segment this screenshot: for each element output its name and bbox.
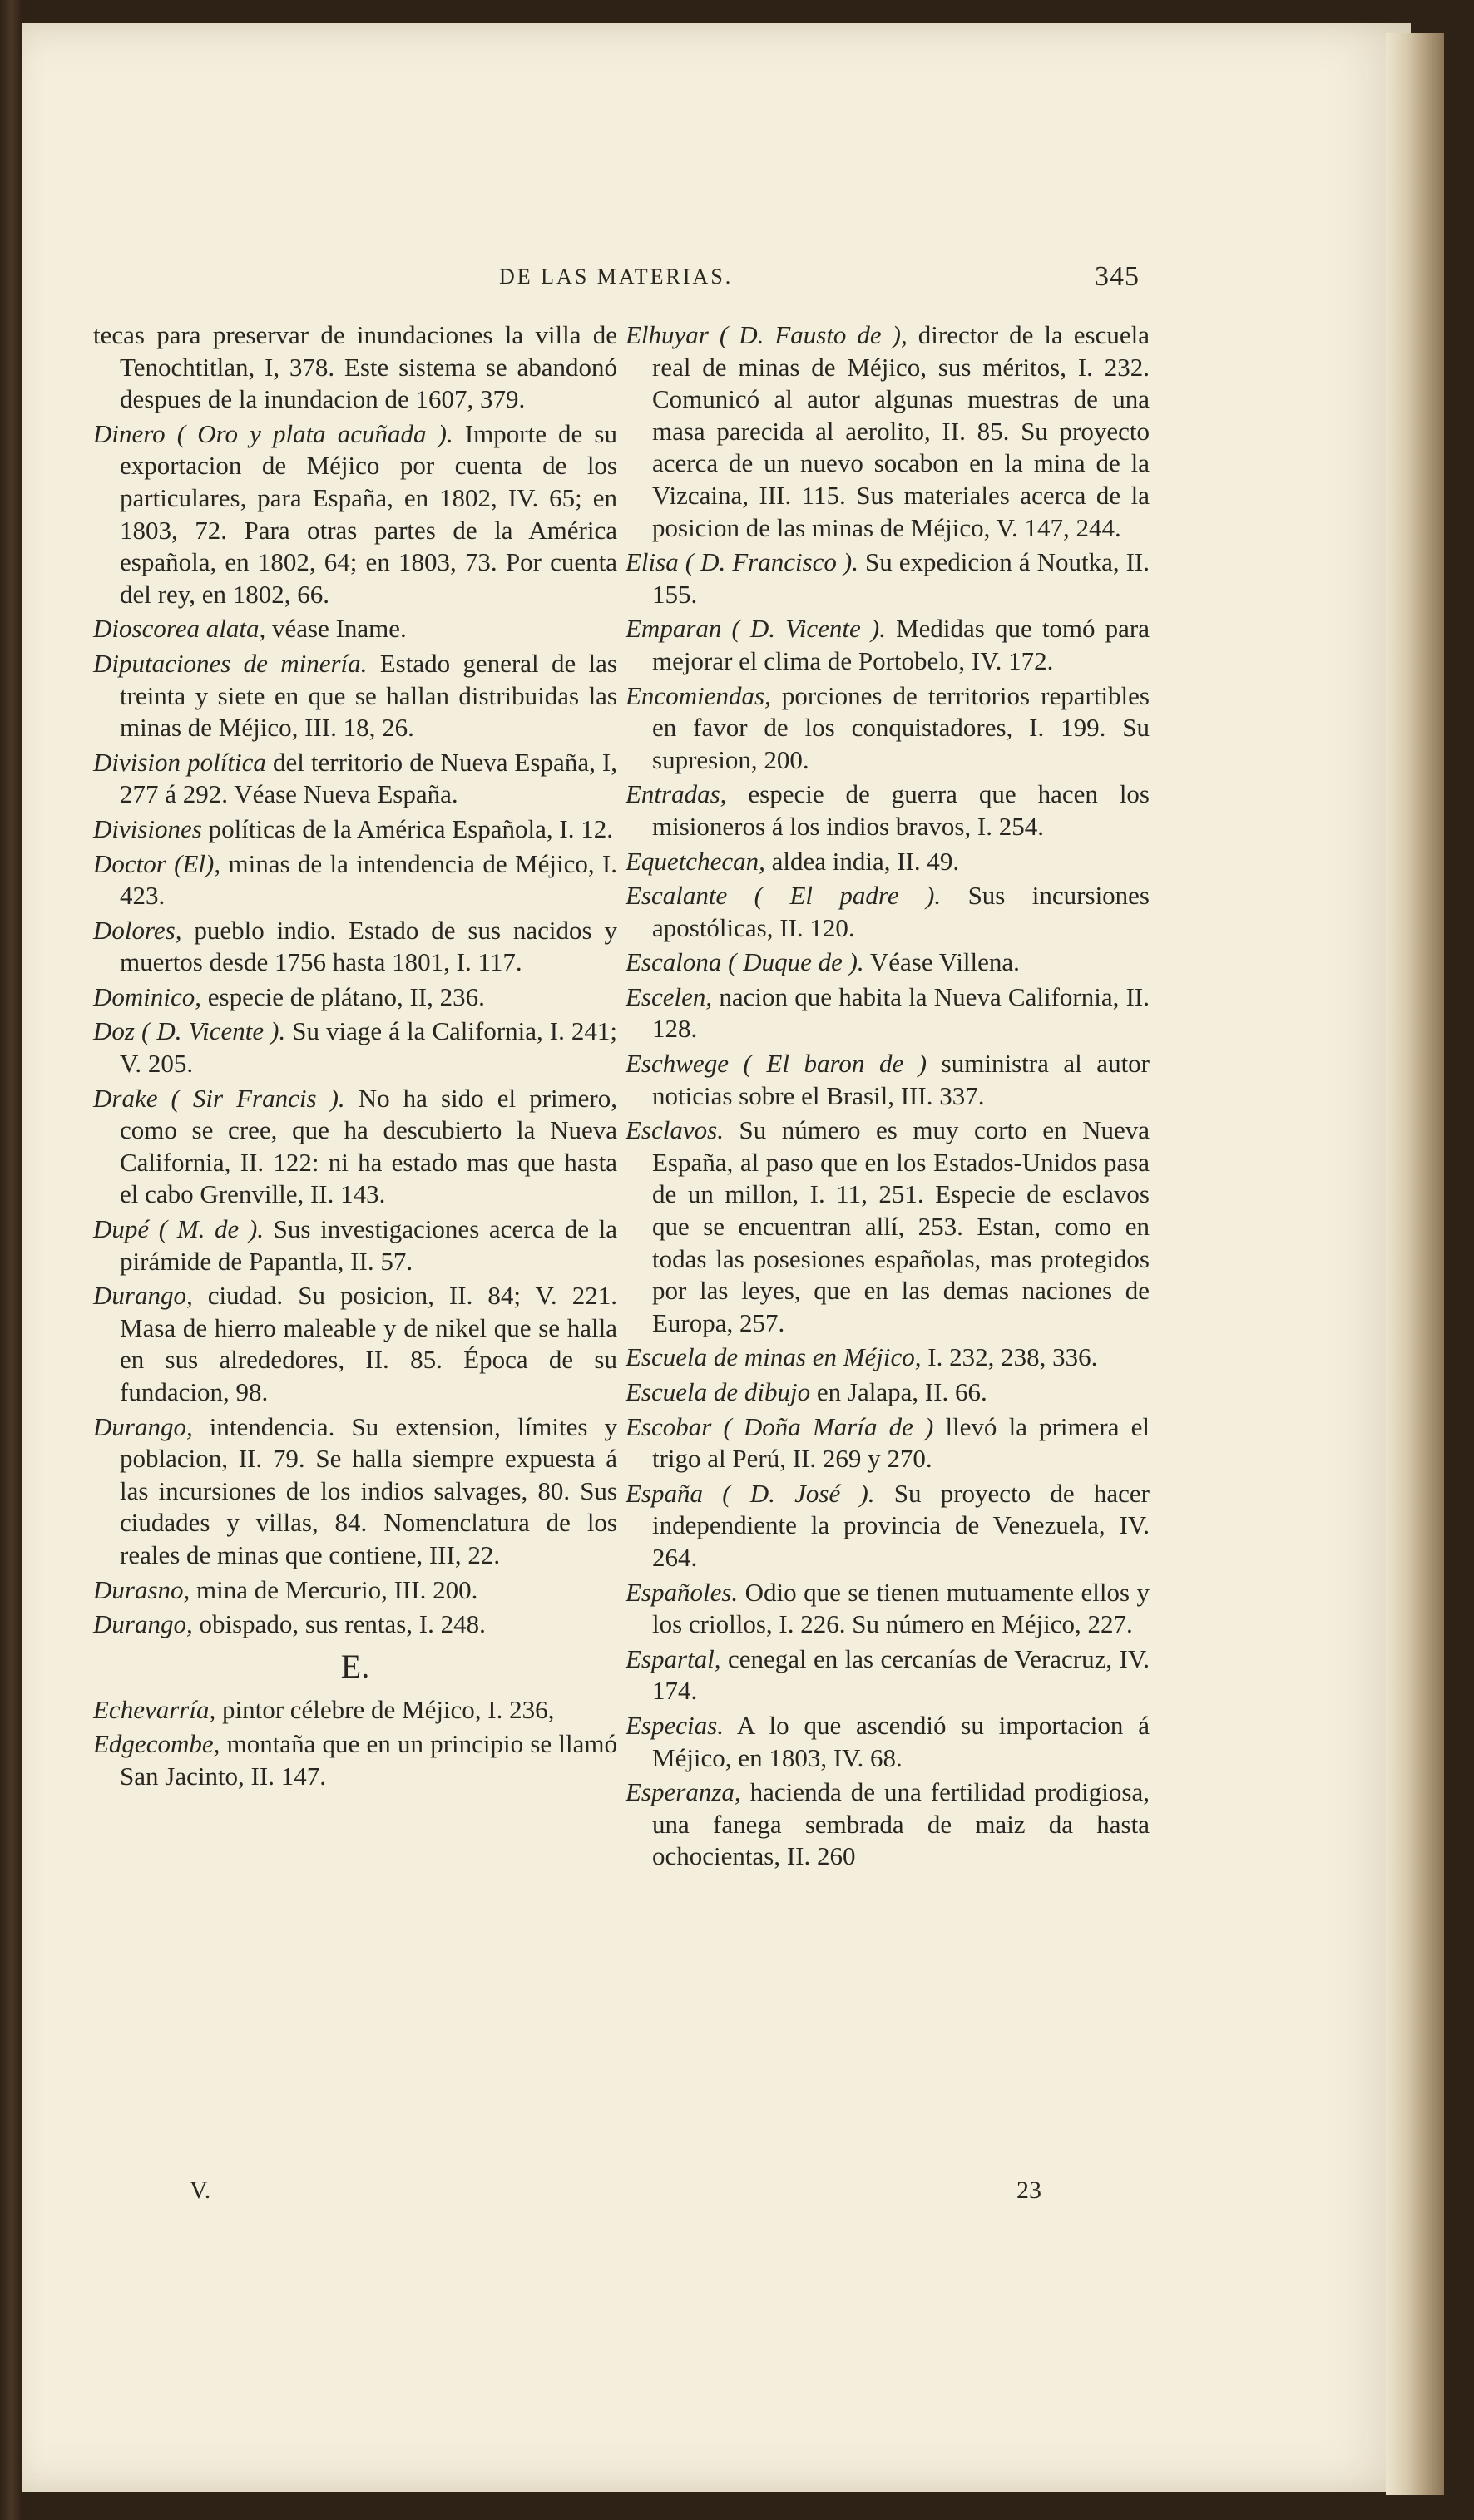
- entry-headword: Durango,: [93, 1609, 193, 1639]
- index-entry: [626, 1048, 1150, 1112]
- entry-text: montaña que en un principio se llamó San Jacinto, II. 147.: [120, 1729, 617, 1791]
- entry-text: obispado, sus rentas, I. 248.: [192, 1609, 486, 1639]
- index-entry: [93, 1213, 617, 1277]
- entry-text: Su número es muy corto en Nueva España, al paso que en los Estados-Unidos pasa de un millon, I. 11, 251. Especie de esclavos que se encuentran allí, 253. Estan, como en todas las posesiones españolas, mas protegidos por las leyes, que en las demas naciones de Europa, 257.: [652, 1115, 1150, 1337]
- entry-headword: Equetchecan,: [626, 846, 765, 876]
- entry-text: mina de Mercurio, III. 200.: [190, 1574, 478, 1604]
- entry-headword: Echevarría,: [93, 1694, 216, 1724]
- entry-text: Importe de su exportacion de Méjico por cuenta de los particulares, para España, en 1802, IV. 65; en 1803, 72. Para otras partes de la América española, en 1802, 64; en 1803, 73. Por cuenta del rey, en 1802, 66.: [120, 418, 617, 609]
- entry-text: A lo que ascendió su importacion á Méjico, en 1803, IV. 68.: [652, 1710, 1150, 1772]
- entry-headword: Doz ( D. Vicente ).: [93, 1016, 286, 1046]
- entry-headword: Dominico,: [93, 981, 202, 1011]
- entry-headword: Elisa ( D. Francisco ).: [626, 547, 859, 577]
- entry-text: minas de la intendencia de Méjico, I. 423.: [120, 848, 617, 911]
- entry-headword: Elhuyar ( D. Fausto de ),: [626, 320, 908, 349]
- index-entry: [93, 319, 617, 416]
- entry-text: en Jalapa, II. 66.: [810, 1377, 987, 1406]
- index-entry: [93, 1280, 617, 1408]
- index-entry: [626, 1411, 1150, 1475]
- index-entry: [93, 915, 617, 979]
- index-entry: [93, 1728, 617, 1792]
- entry-headword: Dupé ( M. de ).: [93, 1214, 265, 1244]
- sheet-number: 23: [1016, 2177, 1041, 2204]
- entry-headword: Esperanza,: [626, 1777, 741, 1807]
- index-entry: [626, 1577, 1150, 1641]
- index-entry: [626, 680, 1150, 777]
- entry-text: Estado general de las treinta y siete en que se hallan distribuidas las minas de Méjico, III. 18, 26.: [120, 648, 617, 743]
- index-entry: [93, 1015, 617, 1080]
- index-entry: [626, 1376, 1150, 1409]
- entry-text: especie de guerra que hacen los misioneros á los indios bravos, I. 254.: [652, 779, 1150, 841]
- entry-headword: Escalona ( Duque de ).: [626, 947, 864, 977]
- entry-text: políticas de la América Española, I. 12.: [201, 813, 613, 843]
- index-entry: [93, 1574, 617, 1607]
- entry-headword: Escobar ( Doña María de ): [626, 1411, 934, 1441]
- entry-headword: Esclavos.: [626, 1115, 724, 1145]
- index-column-right: [626, 319, 1150, 1875]
- entry-text: Su viage á la California, I. 241; V. 205.: [120, 1016, 617, 1079]
- entry-headword: Divisiones: [93, 813, 202, 843]
- entry-headword: Diputaciones de minería.: [93, 648, 368, 678]
- index-entry: [93, 747, 617, 811]
- page-number: 345: [1095, 261, 1140, 292]
- index-entry: [626, 1342, 1150, 1374]
- entry-text: I. 232, 238, 336.: [921, 1342, 1098, 1372]
- entry-text: Sus investigaciones acerca de la pirámide de Papantla, II. 57.: [120, 1214, 617, 1276]
- entry-text: del territorio de Nueva España, I, 277 á 292. Véase Nueva España.: [120, 747, 617, 809]
- entry-headword: Doctor (El),: [93, 848, 221, 878]
- index-entry: [93, 813, 617, 846]
- signature-mark: V.: [190, 2177, 211, 2204]
- entry-headword: Division política: [93, 747, 266, 777]
- entry-text: nacion que habita la Nueva California, II. 128.: [652, 981, 1150, 1044]
- index-entry: [93, 1083, 617, 1211]
- entry-text: intendencia. Su extension, límites y poblacion, II. 79. Se halla siempre expuesta á las incursiones de los indios salvages, 80. Sus ciudades y villas, 84. Nomenclatura de los reales de minas que contiene, III, 22.: [120, 1411, 617, 1569]
- entry-text: ciudad. Su posicion, II. 84; V. 221. Masa de hierro maleable y de nikel que se halla en sus alrededores, II. 85. Época de su fundacion, 98.: [120, 1281, 617, 1406]
- entry-headword: Emparan ( D. Vicente ).: [626, 614, 886, 644]
- index-entry: [93, 1608, 617, 1641]
- entry-headword: Dioscorea alata,: [93, 614, 266, 644]
- page-edge-gutter: [1386, 33, 1444, 2495]
- index-entry: [93, 1694, 617, 1727]
- index-entry: [93, 848, 617, 912]
- index-column-left: [93, 319, 617, 1796]
- index-entry: [626, 981, 1150, 1045]
- entry-headword: Encomiendas,: [626, 680, 771, 710]
- header-title: DE LAS MATERIAS.: [499, 264, 734, 289]
- index-entry: [93, 613, 617, 645]
- entry-text: Medidas que tomó para mejorar el clima de Portobelo, IV. 172.: [652, 614, 1150, 675]
- index-entry: [626, 1710, 1150, 1774]
- entry-text: Su proyecto de hacer independiente la provincia de Venezuela, IV. 264.: [652, 1478, 1150, 1572]
- entry-headword: Durango,: [93, 1411, 193, 1441]
- entry-headword: Escuela de dibujo: [626, 1377, 811, 1406]
- entry-text: hacienda de una fertilidad prodigiosa, una fanega sembrada de maiz da hasta ochocientas, II. 260: [652, 1777, 1150, 1871]
- entry-headword: Entradas,: [626, 779, 727, 809]
- entry-headword: Durango,: [93, 1281, 193, 1311]
- entry-headword: Dolores,: [93, 915, 182, 945]
- index-entry: [93, 1411, 617, 1572]
- index-entry: [93, 981, 617, 1014]
- index-entry: [626, 946, 1150, 979]
- entry-text: suministra al autor noticias sobre el Brasil, III. 337.: [652, 1049, 1150, 1110]
- entry-headword: Escalante ( El padre ).: [626, 881, 942, 911]
- index-entry: [626, 880, 1150, 944]
- running-header: [466, 261, 1140, 298]
- entry-headword: Espartal,: [626, 1643, 721, 1673]
- index-entry: [626, 1114, 1150, 1339]
- entry-text: No ha sido el primero, como se cree, que ha descubierto la Nueva California, II. 122: ni ha estado mas que hasta el cabo Grenville, II. 143.: [120, 1083, 618, 1209]
- index-entry: [626, 1478, 1150, 1574]
- entry-headword: España ( D. José ).: [626, 1478, 875, 1508]
- entry-headword: Drake ( Sir Francis ).: [93, 1083, 345, 1113]
- entry-text: pueblo indio. Estado de sus nacidos y muertos desde 1756 hasta 1801, I. 117.: [120, 915, 617, 977]
- index-entry: [626, 546, 1150, 610]
- entry-text: director de la escuela real de minas de Méjico, sus méritos, I. 232. Comunicó al autor algunas muestras de una masa parecida al aerolito, II. 85. Su proyecto acerca de un nuevo socabon en la mina de la Vizcaina, III. 115. Sus materiales acerca de la posicion de las minas de Méjico, V. 147, 244.: [652, 320, 1150, 542]
- entry-text: pintor célebre de Méjico, I. 236,: [215, 1694, 555, 1724]
- index-entry: [626, 1643, 1150, 1707]
- entry-headword: Españoles.: [626, 1577, 739, 1607]
- entry-headword: Escelen,: [626, 981, 713, 1011]
- entry-text: tecas para preservar de inundaciones la villa de Tenochtitlan, I, 378. Este sistema se abandonó despues de la inundacion de 1607, 379.: [93, 320, 617, 414]
- section-letter: E.: [340, 1647, 370, 1685]
- entry-text: Véase Villena.: [863, 947, 1020, 977]
- index-entry: [626, 846, 1150, 878]
- entry-headword: Edgecombe,: [93, 1729, 220, 1759]
- index-entry: [626, 319, 1150, 544]
- index-entry: [93, 648, 617, 744]
- entry-text: Sus incursiones apostólicas, II. 120.: [652, 881, 1150, 942]
- index-entry: [93, 418, 617, 611]
- entry-text: véase Iname.: [265, 614, 407, 644]
- entry-headword: Durasno,: [93, 1574, 190, 1604]
- entry-headword: Dinero ( Oro y plata acuñada ).: [93, 418, 453, 448]
- entry-text: Odio que se tienen mutuamente ellos y los criollos, I. 226. Su número en Méjico, 227.: [652, 1577, 1150, 1639]
- index-entry: [626, 1776, 1150, 1873]
- entry-text: porciones de territorios repartibles en favor de los conquistadores, I. 199. Su supresion, 200.: [652, 680, 1150, 774]
- entry-text: llevó la primera el trigo al Perú, II. 269 y 270.: [652, 1411, 1150, 1474]
- index-entry: [626, 778, 1150, 842]
- entry-text: aldea india, II. 49.: [764, 846, 960, 876]
- entry-text: Su expedicion á Noutka, II. 155.: [652, 547, 1150, 609]
- index-entry: [626, 613, 1150, 677]
- entry-headword: Escuela de minas en Méjico,: [626, 1342, 922, 1372]
- entry-text: especie de plátano, II, 236.: [201, 981, 485, 1011]
- entry-text: cenegal en las cercanías de Veracruz, IV. 174.: [652, 1643, 1150, 1706]
- entry-headword: Eschwege ( El baron de ): [626, 1049, 927, 1079]
- entry-headword: Especias.: [626, 1710, 724, 1740]
